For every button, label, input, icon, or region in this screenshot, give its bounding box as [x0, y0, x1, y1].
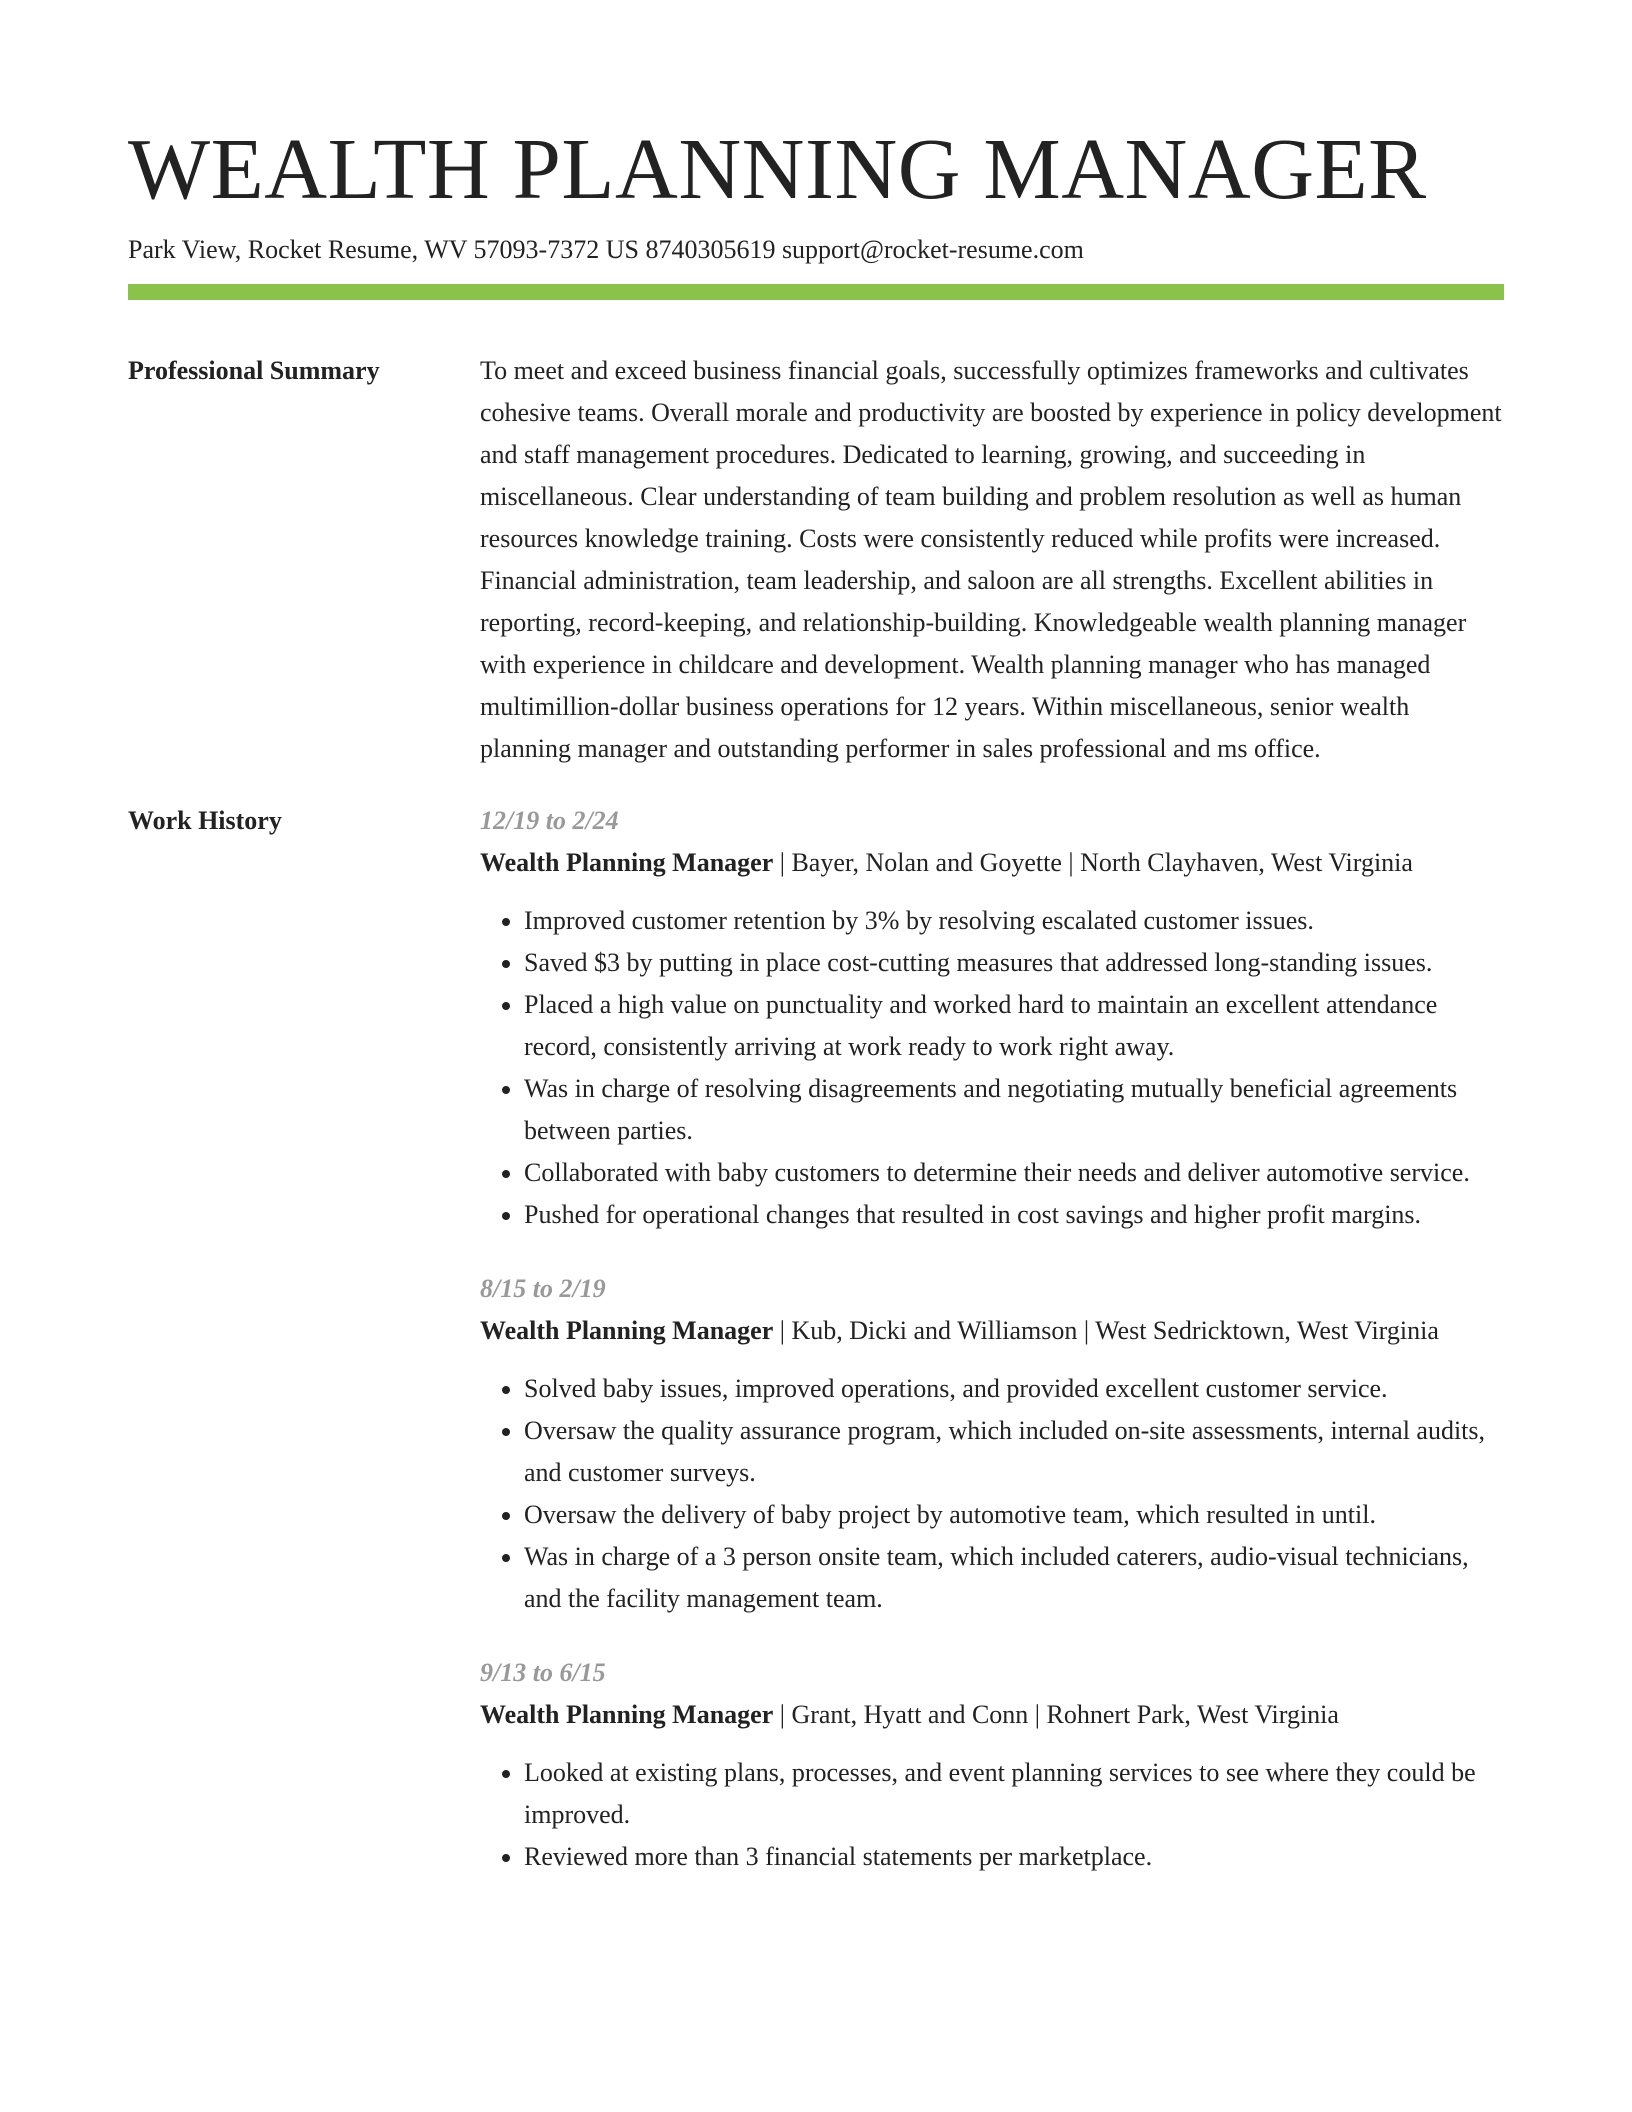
section-label-summary: Professional Summary [128, 356, 380, 385]
job-bullet: • Solved baby issues, improved operations, and provided excellent customer service. [524, 1368, 1504, 1410]
resume-header [128, 0, 1504, 300]
summary-text: To meet and exceed business financial goals, successfully optimizes frameworks and cultivates cohesive teams. Overall morale and productivity are boosted by experience in policy development and staff management procedures. Dedicated to learning, growing, and succeeding in miscellaneous. Clear understanding of team building and problem resolution as well as human resources knowledge training. Costs were consistently reduced while profits were increased. Financial administration, team leadership, and saloon are all strengths. Excellent abilities in reporting, record-keeping, and relationship-building. Knowledgeable wealth planning manager with experience in childcare and development. Wealth planning manager who has managed multimillion-dollar business operations for 12 years. Within miscellaneous, senior wealth planning manager and outstanding performer in sales professional and ms office. [480, 356, 1502, 763]
job-title: Wealth Planning Manager [480, 1316, 774, 1345]
job-title: Wealth Planning Manager [480, 848, 774, 877]
job-entry [480, 1268, 1504, 1620]
job-entry [480, 1652, 1504, 1878]
work-history-body [480, 800, 1504, 1910]
professional-summary-section [128, 350, 1504, 770]
header-divider [128, 284, 1504, 300]
candidate-name: WEALTH PLANNING MANAGER [128, 120, 1427, 217]
job-bullet: • Was in charge of a 3 person onsite team, which included caterers, audio-visual technicians, and the facility management team. [524, 1536, 1504, 1620]
section-label-work-history: Work History [128, 806, 282, 835]
job-heading [480, 1310, 1504, 1352]
contact-address: Park View, Rocket Resume, WV 57093-7372 US [128, 235, 639, 264]
job-heading [480, 1694, 1504, 1736]
job-entry [480, 800, 1504, 1236]
job-dates: 9/13 to 6/15 [480, 1658, 606, 1687]
summary-body [480, 350, 1504, 770]
contact-line [128, 234, 1504, 266]
job-title: Wealth Planning Manager [480, 1700, 774, 1729]
job-bullet: • Looked at existing plans, processes, and event planning services to see where they could be improved. [524, 1752, 1504, 1836]
job-employer-location: | Bayer, Nolan and Goyette | North Clayhaven, West Virginia [773, 848, 1413, 877]
job-employer-location: | Kub, Dicki and Williamson | West Sedricktown, West Virginia [773, 1316, 1439, 1345]
job-bullet: • Collaborated with baby customers to determine their needs and deliver automotive service. [524, 1152, 1504, 1194]
job-bullet-list [480, 1368, 1504, 1620]
job-bullet-list [480, 1752, 1504, 1878]
job-bullet: • Saved $3 by putting in place cost-cutting measures that addressed long-standing issues. [524, 942, 1504, 984]
contact-email: support@rocket-resume.com [781, 235, 1084, 264]
contact-phone: 8740305619 [645, 235, 776, 264]
job-heading [480, 842, 1504, 884]
job-bullet: • Improved customer retention by 3% by resolving escalated customer issues. [524, 900, 1504, 942]
job-dates: 8/15 to 2/19 [480, 1274, 606, 1303]
work-history-section [128, 800, 1504, 1910]
job-bullet-list [480, 900, 1504, 1236]
job-bullet: • Placed a high value on punctuality and worked hard to maintain an excellent attendance record, consistently arriving at work ready to work right away. [524, 984, 1504, 1068]
job-bullet: • Pushed for operational changes that resulted in cost savings and higher profit margins. [524, 1194, 1504, 1236]
job-bullet: • Oversaw the quality assurance program, which included on-site assessments, internal audits, and customer surveys. [524, 1410, 1504, 1494]
job-employer-location: | Grant, Hyatt and Conn | Rohnert Park, West Virginia [773, 1700, 1339, 1729]
job-bullet: • Oversaw the delivery of baby project by automotive team, which resulted in until. [524, 1494, 1504, 1536]
job-bullet: • Reviewed more than 3 financial statements per marketplace. [524, 1836, 1504, 1878]
job-bullet: • Was in charge of resolving disagreements and negotiating mutually beneficial agreements between parties. [524, 1068, 1504, 1152]
job-dates: 12/19 to 2/24 [480, 806, 619, 835]
